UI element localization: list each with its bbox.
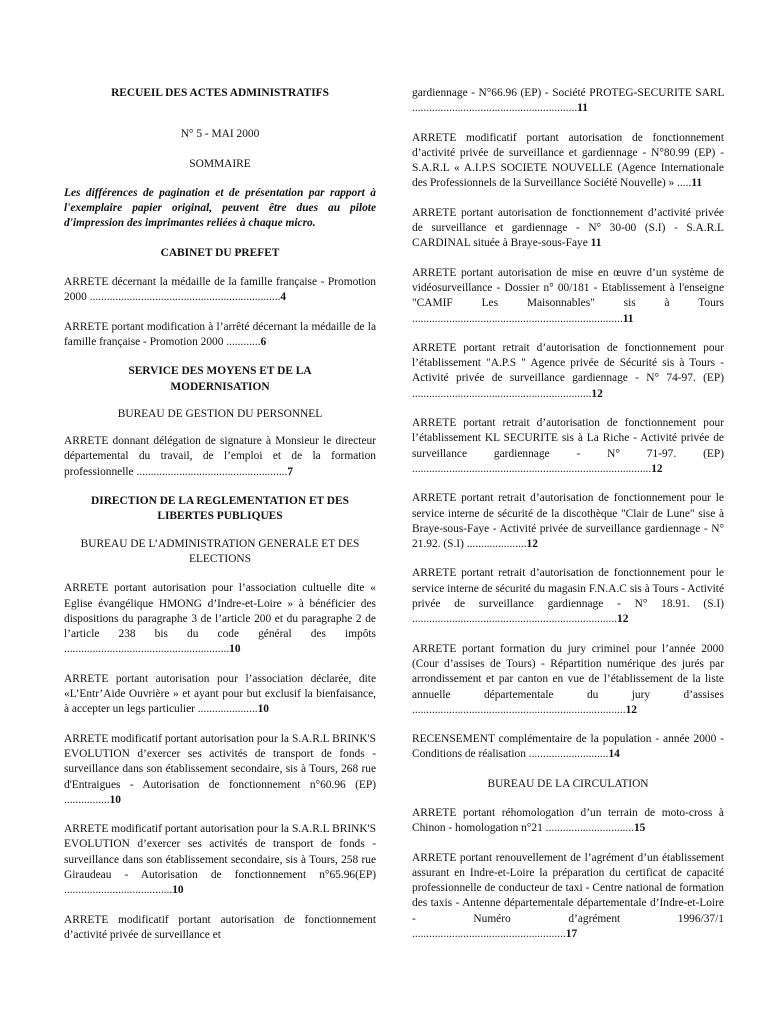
toc-entry[interactable]: ARRETE portant formation du jury criminel pour l’année 2000 (Cour d’assises de Tours) - Répartition numérique des jurés par arrondissement et par canton en vue de l’établissement de la liste annuelle départementale du jury d’assises ...........................................................................12 [412,642,724,716]
toc-entry[interactable]: ARRETE portant retrait d’autorisation de fonctionnement pour l’établissement KL SECURITE sis à La Riche - Activité privée de surveillance gardiennage - N° 71-97. (EP) ....................................................................................12 [412,417,724,475]
document-title: RECUEIL DES ACTES ADMINISTRATIFS [111,87,329,99]
page-number: 11 [590,237,602,250]
toc-entry[interactable]: ARRETE portant retrait d’autorisation de fonctionnement pour le service interne de sécurité de la discothèque "Clair de Lune" sise à Braye-sous-Faye - Activité privée de surveillance gardiennage - N° 21.92. (S.I) .....................12 [412,492,724,551]
toc-entry[interactable]: ARRETE portant autorisation pour l’association cultuelle dite « Eglise évangélique HMONG d’Indre-et-Loire » à bénéficier des dispositions du paragraphe 3 de l’article 200 et du paragraphe 2 de l’article 238 bis du code général des impôts ..........................................................10 [64,582,376,656]
page-number: 10 [257,703,269,716]
printing-note: Les différences de pagination et de présentation par rapport à l'exemplaire papier original, peuvent être dues au pilote d'impression des imprimantes reliées à chaque micro. [64,186,376,230]
section-cabinet-du-prefet: CABINET DU PREFET [160,246,280,259]
page-number: 10 [172,884,184,897]
page-number: 12 [526,538,538,551]
toc-entry[interactable]: ARRETE portant renouvellement de l’agrément d’un établissement assurant en Indre-et-Loire la préparation du certificat de capacité professionnelle de conducteur de taxi - Centre national de formation des taxis - Antenne départementale départementale d’Indre-et-Loire - Numéro d’agrément 1996/37/1 ......................................................17 [412,851,724,941]
page-number: 12 [591,387,603,400]
bureau-circulation: BUREAU DE LA CIRCULATION [487,777,649,790]
toc-entry[interactable]: ARRETE portant autorisation de mise en œuvre d’un système de vidéosurveillance - Dossier n° 00/181 - Etablissement à l'enseigne "CAMIF Les Maisonnables" sis à Tours ..........................................................................11 [412,266,724,325]
page-number: 10 [229,643,241,656]
toc-entry[interactable]: RECENSEMENT complémentaire de la population - année 2000 - Conditions de réalisation ............................14 [412,733,724,761]
page-number: 12 [625,703,637,716]
page-number: 12 [617,613,629,626]
page-number: 11 [577,102,588,115]
issue-number: N° 5 - MAI 2000 [180,128,260,141]
page-number: 15 [633,822,646,835]
toc-entry[interactable]: ARRETE portant retrait d’autorisation de fonctionnement pour l’établissement "A.P.S " Agence privée de Sécurité sis à Tours - Activité privée de surveillance gardiennage - N° 74-97. (EP) ...............................................................12 [412,341,724,400]
toc-entry[interactable]: ARRETE modificatif portant autorisation pour la S.A.R.L BRINK'S EVOLUTION d’exercer ses activités de transport de fonds - surveillance dans son établissement secondaire, sis à Tours, 268 rue d'Entraigues - Autorisation de fonctionnement n°60.96 (EP) ................10 [64,732,376,806]
toc-entry[interactable]: ARRETE donnant délégation de signature à Monsieur le directeur départemental du travail, de l’emploi et de la formation professionnelle .....................................................7 [64,435,376,478]
toc-entry[interactable]: ARRETE portant réhomologation d’un terrain de moto-cross à Chinon - homologation n°21 ...............................15 [412,806,724,835]
section-direction-reglementation: DIRECTION DE LA REGLEMENTATION ET DES LIBERTES PUBLIQUES [91,495,349,523]
toc-entry[interactable]: ARRETE portant retrait d’autorisation de fonctionnement pour le service interne de sécurité du magasin F.N.A.C sis à Tours - Activité privée de surveillance gardiennage - N° 18.91. (S.I) ........................................................................12 [412,567,724,626]
page-number: 11 [622,312,634,325]
bureau-administration-generale: BUREAU DE L’ADMINISTRATION GENERALE ET DES ELECTIONS [80,537,360,565]
toc-entry[interactable]: ARRETE portant modification à l’arrêté décernant la médaille de la famille française - Promotion 2000 ............6 [64,320,376,348]
toc-entry[interactable]: ARRETE portant autorisation de fonctionnement d’activité privée de surveillance et gardiennage - N° 30-00 (S.I) - S.A.R.L CARDINAL située à Braye-sous-Faye 11 [412,206,724,250]
left-column [64,86,376,957]
page-number: 4 [280,291,287,304]
toc-entry[interactable]: ARRETE modificatif portant autorisation pour la S.A.R.L BRINK'S EVOLUTION d’exercer ses activités de transport de fonds - surveillance dans son établissement secondaire, sis à Tours, 258 rue Giraudeau - Autorisation de fonctionnement n°65.96(EP) ......................................10 [64,823,376,897]
toc-entry[interactable]: ARRETE décernant la médaille de la famille française - Promotion 2000 ...................................................................4 [64,276,376,304]
toc-entry[interactable]: ARRETE modificatif portant autorisation de fonctionnement d’activité privée de surveillance et [64,913,376,941]
page-number: 6 [260,335,267,348]
toc-entry[interactable]: ARRETE portant autorisation pour l’association déclarée, dite «L’Entr’Aide Ouvrière » et ayant pour but exclusif la bienfaisance, à accepter un legs particulier .....................10 [64,672,376,716]
section-service-des-moyens: SERVICE DES MOYENS ET DE LA MODERNISATION [128,365,312,393]
page-number: 10 [109,793,121,806]
page-number: 7 [287,465,294,478]
page-number: 12 [651,462,663,475]
toc-entry[interactable]: ARRETE modificatif portant autorisation de fonctionnement d’activité privée de surveillance et gardiennage - N°80.99 (EP) - S.A.R.L « A.I.P.S SOCIETE NOUVELLE (Agence Internationale des Professionnels de la Surveillance Société Nouvelle) » .....11 [412,131,724,190]
page-number: 17 [565,928,578,941]
bureau-gestion-personnel: BUREAU DE GESTION DU PERSONNEL [117,407,323,420]
summary-heading: SOMMAIRE [189,157,251,170]
toc-entry[interactable]: gardiennage - N°66.96 (EP) - Société PROTEG-SECURITE SARL ..........................................................11 [412,87,724,115]
page-number: 14 [608,748,620,761]
right-column [412,86,724,956]
page-number: 11 [691,177,703,190]
